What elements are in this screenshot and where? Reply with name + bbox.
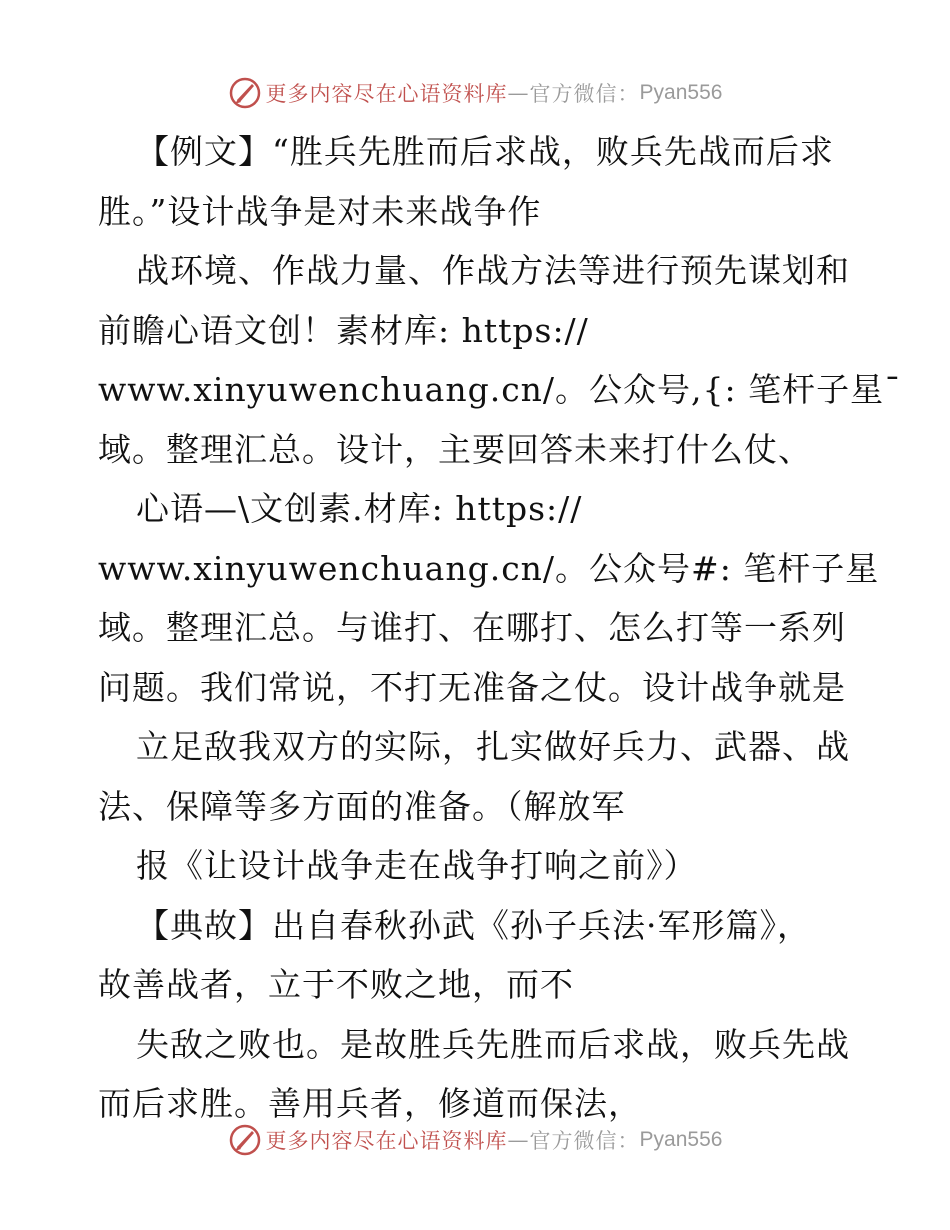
text-line: 前瞻心语文创！素材库: https:// xyxy=(98,310,589,350)
text-line: www.xinyuwenchuang.cn/。公众号,{: 笔杆子星¯ xyxy=(98,370,902,409)
header-banner xyxy=(0,73,950,113)
banner-separator: — xyxy=(507,81,530,105)
text-line: 故善战者，立于不败之地，而不 xyxy=(98,965,574,1004)
text-line: 法、保障等多方面的准备。（解放军 xyxy=(98,786,626,826)
quill-pen-circle-icon xyxy=(228,1123,262,1157)
text-line: 立足敌我双方的实际，扎实做好兵力、武器、战 xyxy=(136,727,850,766)
text-line: 域。整理汇总。与谁打、在哪打、怎么打等一系列 xyxy=(98,608,846,647)
text-line: www.xinyuwenchuang.cn/。公众号#: 笔杆子星 xyxy=(98,548,880,588)
text-line: 战环境、作战力量、作战方法等进行预先谋划和 xyxy=(136,251,850,290)
banner-title: 更多内容尽在心语资料库 xyxy=(265,1129,508,1153)
banner-separator: — xyxy=(507,1128,530,1152)
banner-wechat-id: Pyan556 xyxy=(639,1128,723,1151)
footer-banner xyxy=(0,1120,950,1160)
text-line: 【例文】“胜兵先胜而后求战，败兵先战而后求 xyxy=(136,132,834,171)
banner-wechat-label: 官方微信： xyxy=(529,1129,640,1153)
text-line: 心语—\文创素.材库: https:// xyxy=(136,489,583,528)
text-line: 【典故】出自春秋孙武《孙子兵法·军形篇》， xyxy=(136,905,811,945)
text-line: 问题。我们常说，不打无准备之仗。设计战争就是 xyxy=(98,667,846,707)
document-body xyxy=(98,122,902,1134)
quill-pen-circle-icon xyxy=(228,76,262,110)
text-line: 域。整理汇总。设计，主要回答未来打什么仗、 xyxy=(98,429,812,469)
text-line: 胜。”设计战争是对未来战争作 xyxy=(98,191,542,231)
banner-title: 更多内容尽在心语资料库 xyxy=(265,82,508,106)
banner-wechat-label: 官方微信： xyxy=(529,82,640,106)
text-line: 报《让设计战争走在战争打响之前》） xyxy=(136,846,698,885)
text-line: 失敌之败也。是故胜兵先胜而后求战，败兵先战 xyxy=(136,1024,850,1064)
text-line: 而后求胜。善用兵者，修道而保法， xyxy=(98,1084,642,1123)
banner-wechat-id: Pyan556 xyxy=(639,81,723,104)
